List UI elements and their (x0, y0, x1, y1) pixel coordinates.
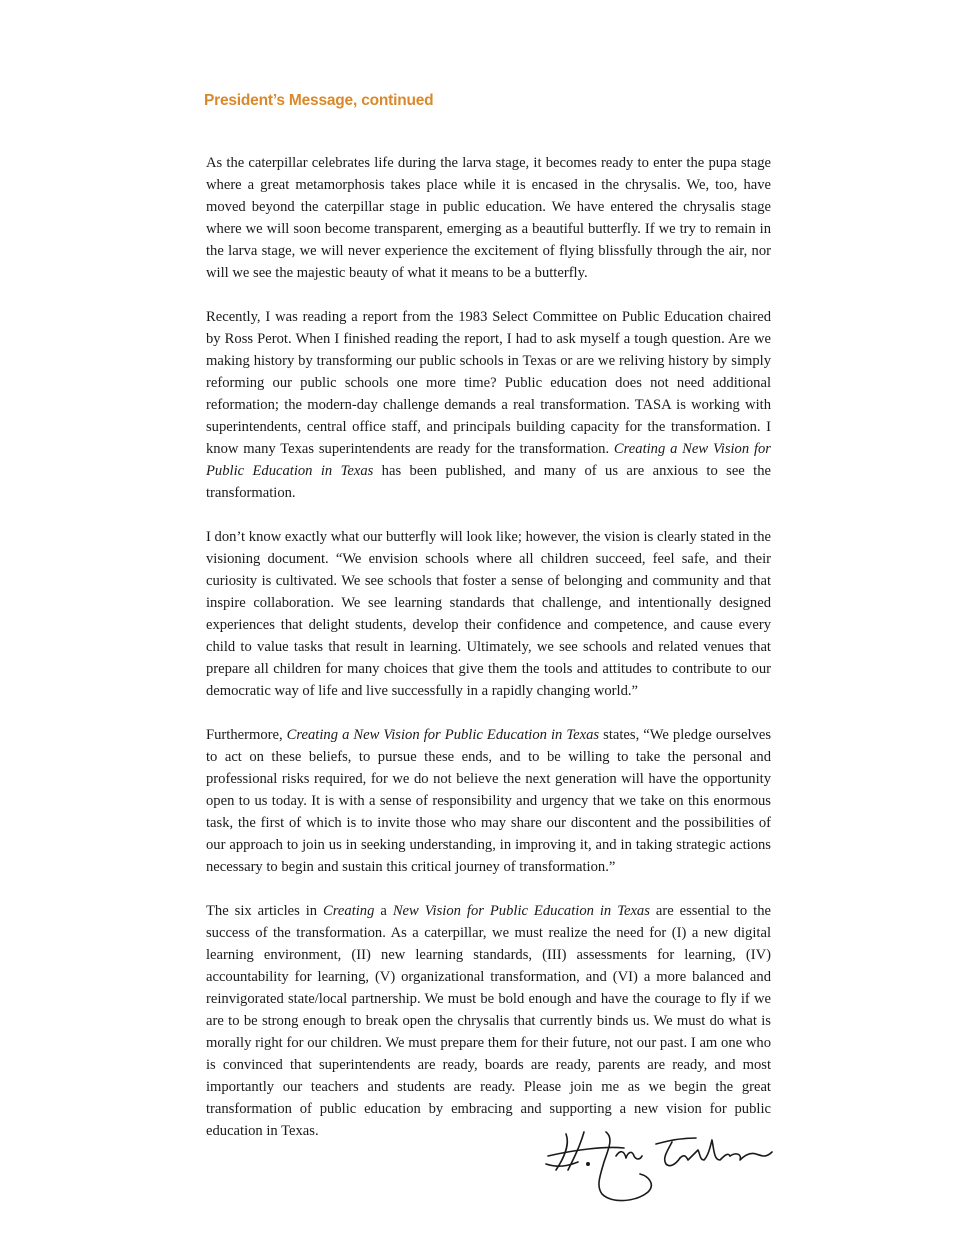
paragraph-5-text-mid: a (374, 903, 393, 919)
paragraph-1 (206, 152, 771, 284)
paragraph-5-text-b: are essential to the success of the transformation. As a caterpillar, we must realize the need for (I) a new digital learning environment, (II) new learning standards, (III) assessments for learning, (IV) accountability for learning, (V) organizational transformation, and (VI) a more balanced and reinvigorated state/local partnership. We must be bold enough and have the courage to fly if we are to be strong enough to break open the chrysalis that currently binds us. We must do what is morally right for our children. We must prepare them for their future, not our past. I am one who is convinced that superintendents are ready, boards are ready, parents are ready, and most importantly our teachers and students are ready. Please join me as we begin the great transformation of public education by embracing and supporting a new vision for public education in Texas. (206, 903, 771, 1139)
paragraph-2 (206, 306, 771, 504)
paragraph-5-publication-title-b: New Vision for Public Education in Texas (392, 903, 650, 919)
paragraph-5-publication-title-a: Creating (323, 903, 375, 919)
paragraph-2-text-a: Recently, I was reading a report from the 1983 Select Committee on Public Education chaired by Ross Perot. When I finished reading the report, I had to ask myself a tough question. Are we making history by transforming our public schools in Texas or are we reliving history by simply reforming our public schools one more time? Public education does not need additional reformation; the modern-day challenge demands a real transformation. TASA is working with superintendents, central office staff, and principals building capacity for the transformation. I know many Texas superintendents are ready for the transformation. (206, 309, 771, 457)
handwritten-signature-icon (544, 1126, 776, 1206)
paragraph-5 (206, 900, 771, 1142)
paragraph-4 (206, 724, 771, 878)
paragraph-2-text-b: has been published, and many of us are anxious to see the transformation. (206, 463, 771, 501)
paragraph-4-text-b: states, “We pledge ourselves to act on these beliefs, to pursue these ends, and to be willing to take the personal and professional risks required, for we do not believe the next generation will have the opportunity open to us today. It is with a sense of responsibility and urgency that we take on this enormous task, the first of which is to invite those who may share our discontent and the possibilities of our approach to join us in seeking understanding, in improving it, and in taking strategic actions necessary to begin and sustain this critical journey of transformation.” (206, 727, 771, 875)
page-heading: President’s Message, continued (204, 92, 434, 109)
paragraph-2-publication-title: Creating a New Vision for Public Education in Texas (206, 441, 771, 479)
article-body (206, 152, 771, 1142)
paragraph-1-text: As the caterpillar celebrates life during the larva stage, it becomes ready to enter the pupa stage where a great metamorphosis takes place while it is encased in the chrysalis. We, too, have moved beyond the caterpillar stage in public education. We have entered the chrysalis stage where we will soon become transparent, emerging as a beautiful butterfly. If we try to remain in the larva stage, we will never experience the excitement of flying blissfully through the air, nor will we see the majestic beauty of what it means to be a butterfly. (206, 155, 771, 281)
paragraph-3 (206, 526, 771, 702)
paragraph-5-text-a: The six articles in (206, 903, 324, 919)
paragraph-4-publication-title: Creating a New Vision for Public Education in Texas (286, 727, 600, 743)
paragraph-4-text-a: Furthermore, (206, 727, 287, 743)
paragraph-3-text: I don’t know exactly what our butterfly will look like; however, the vision is clearly stated in the visioning document. “We envision schools where all children succeed, feel safe, and their curiosity is cultivated. We see schools that foster a sense of belonging and community and that inspire collaboration. We see learning standards that challenge, and intentionally designed experiences that delight students, develop their confidence and competence, and cause every child to value tasks that result in learning. Ultimately, we see schools and related venues that prepare all children for many choices that give them the tools and attitudes to contribute to our democratic way of life and live successfully in a rapidly changing world.” (206, 529, 771, 699)
